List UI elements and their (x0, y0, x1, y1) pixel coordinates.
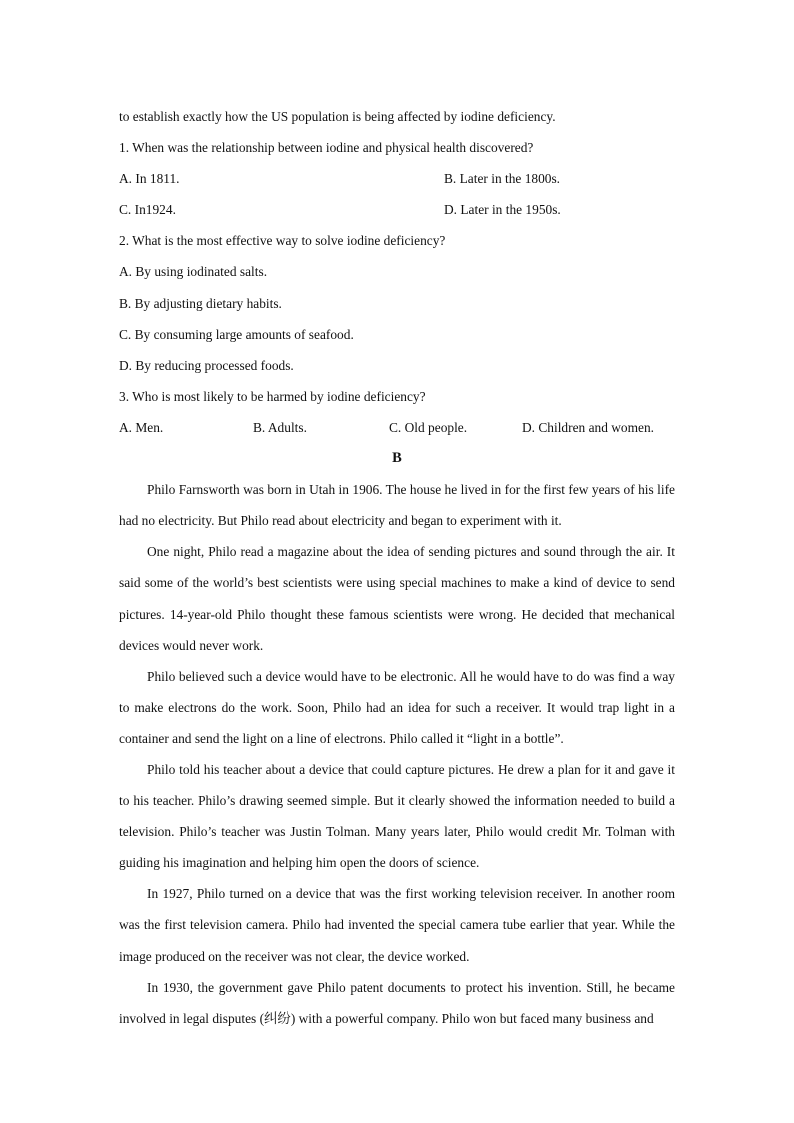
document-body (119, 101, 675, 1034)
question-1-option-d: D. Later in the 1950s. (444, 202, 561, 218)
question-1-options-row-2 (119, 194, 675, 225)
question-2-option-a: A. By using iodinated salts. (119, 264, 268, 280)
intro-tail-line: to establish exactly how the US population is being affected by iodine deficiency. (119, 109, 556, 124)
question-1-stem: 1. When was the relationship between iodine and physical health discovered? (119, 140, 534, 156)
question-3-option-b: B. Adults. (253, 419, 307, 435)
question-1-option-a: A. In 1811. (119, 171, 180, 187)
question-3-option-a: A. Men. (119, 419, 164, 435)
question-2-stem: 2. What is the most effective way to solve iodine deficiency? (119, 233, 446, 249)
question-3-option-c: C. Old people. (389, 419, 468, 435)
question-3-options-row (119, 412, 675, 443)
question-1-option-c: C. In1924. (119, 202, 176, 218)
passage-paragraph-6: In 1930, the government gave Philo patent documents to protect his invention. Still, he became involved in legal disputes (纠纷) with a powerful company. Philo won but faced many business and (119, 979, 675, 1026)
section-heading: B (392, 450, 402, 467)
question-1-options-row-1 (119, 163, 675, 194)
question-3-option-d: D. Children and women. (522, 419, 655, 435)
question-2-option-c: C. By consuming large amounts of seafood. (119, 326, 354, 342)
question-2-option-b: B. By adjusting dietary habits. (119, 295, 282, 311)
passage-paragraph-5: In 1927, Philo turned on a device that was the first working television receiver. In another room was the first television camera. Philo had invented the special camera tube earlier that year. While the image produced on the receiver was not clear, the device worked. (119, 886, 675, 964)
passage-paragraph-4: Philo told his teacher about a device that could capture pictures. He drew a plan for it and gave it to his teacher. Philo’s drawing seemed simple. But it clearly showed the information needed to build a television. Philo’s teacher was Justin Tolman. Many years later, Philo would credit Mr. Tolman with guiding his imagination and helping him open the doors of science. (119, 761, 675, 871)
passage-paragraph-2: One night, Philo read a magazine about the idea of sending pictures and sound through the air. It said some of the world’s best scientists were using special machines to make a kind of device to send pictures. 14-year-old Philo thought these famous scientists were wrong. He decided that mechanical devices would never work. (119, 544, 675, 653)
question-2-option-d: D. By reducing processed foods. (119, 357, 294, 373)
passage-paragraph-1: Philo Farnsworth was born in Utah in 1906. The house he lived in for the first few years of his life had no electricity. But Philo read about electricity and began to experiment with it. (119, 482, 675, 529)
question-1-option-b: B. Later in the 1800s. (444, 171, 561, 187)
passage-paragraph-3: Philo believed such a device would have to be electronic. All he would have to do was find a way to make electrons do the work. Soon, Philo had an idea for such a receiver. It would trap light in a container and send the light on a line of electrons. Philo called it “light in a bottle”. (119, 668, 675, 746)
question-3-stem: 3. Who is most likely to be harmed by iodine deficiency? (119, 388, 426, 404)
